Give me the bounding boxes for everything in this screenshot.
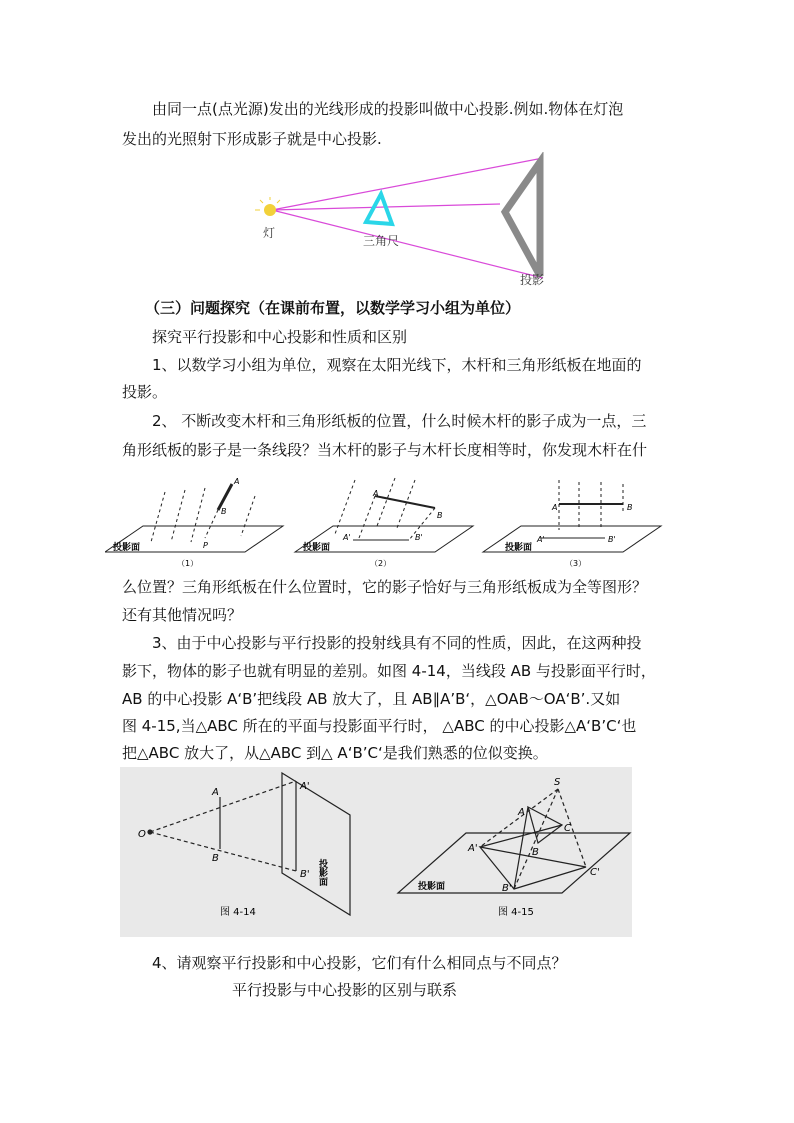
question-3-line-4: 图 4-15,当△ABC 所在的平面与投影面平行时， △ABC 的中心投影△A‘B’C‘也 (122, 717, 637, 735)
fig14-label-B2: B' (300, 869, 310, 880)
question-2-line-4: 还有其他情况吗？ (122, 606, 243, 624)
question-3-line-1: 3、由于中心投影与平行投影的投射线具有不同的性质，因此，在这两种投 (152, 634, 642, 652)
parallel-figure-1 (105, 484, 283, 552)
central-projection-figures (120, 767, 632, 937)
fig2-label-A2: A' (343, 533, 351, 542)
fig3-plane-label: 投影面 (505, 543, 533, 553)
fig15-label-S: S (554, 777, 561, 788)
fig15-label-A: A (518, 807, 525, 818)
fig1-label-B: B (221, 507, 227, 516)
triangle-ruler-shape (366, 194, 392, 224)
fig3-label-B: B (627, 503, 633, 512)
fig2-label-B: B (437, 511, 443, 520)
fig14-label-O: O (138, 829, 146, 840)
question-4-subtitle: 平行投影与中心投影的区别与联系 (232, 981, 458, 999)
question-4: 4、请观察平行投影和中心投影，它们有什么相同点与不同点？ (152, 954, 567, 972)
question-2-line-3: 么位置？三角形纸板在什么位置时，它的影子恰好与三角形纸板成为全等图形？ (122, 578, 648, 596)
fig14-label-B: B (212, 853, 219, 864)
fig2-label-A: A (373, 489, 379, 498)
fig15-label-B2: B' (502, 883, 512, 894)
fig15-label-C2: C' (590, 867, 600, 878)
fig15-label-C: C (564, 823, 571, 834)
shadow-triangle-shape (505, 162, 540, 276)
parallel-projection-figures (105, 474, 675, 570)
fig15-plane-label: 投影面 (418, 882, 446, 892)
shadow-label: 投影 (520, 273, 545, 287)
fig2-plane-label: 投影面 (303, 543, 331, 553)
question-3-line-2: 影下，物体的影子也就有明显的差别。如图 4-14，当线段 AB 与投影面平行时， (122, 662, 656, 680)
parallel-figure-3 (483, 480, 661, 552)
question-2-line-2: 角形纸板的影子是一条线段？当木杆的影子与木杆长度相等时，你发现木杆在什 (122, 441, 648, 459)
fig2-caption: （2） (370, 559, 392, 568)
fig2-label-B2: B' (415, 533, 423, 542)
fig3-caption: （3） (565, 559, 587, 568)
fig1-label-A: A (234, 477, 240, 486)
fig3-label-A2: A' (537, 535, 545, 544)
fig3-label-A: A (552, 503, 558, 512)
fig1-label-P: P (203, 541, 208, 550)
fig1-plane-label: 投影面 (113, 543, 141, 553)
fig3-label-B2: B' (608, 535, 616, 544)
question-2-line-1: 2、 不断改变木杆和三角形纸板的位置，什么时候木杆的影子成为一点，三 (152, 412, 647, 430)
caption-4-14: 图 4-14 (220, 907, 256, 918)
parallel-figure-2 (295, 478, 473, 552)
fig1-caption: （1） (177, 559, 199, 568)
intro-line-2: 发出的光照射下形成影子就是中心投影. (122, 130, 382, 148)
fig14-label-A2: A' (300, 781, 310, 792)
section-heading: （三）问题探究（在课前布置，以数学学习小组为单位） (145, 299, 521, 317)
fig14-plane-label: 投影面 (317, 859, 327, 886)
fig15-label-A2: A' (468, 843, 478, 854)
lamp-icon (255, 197, 280, 216)
central-projection-lamp-figure (255, 152, 555, 290)
section-subtitle: 探究平行投影和中心投影和性质和区别 (152, 328, 408, 346)
question-3-line-3: AB 的中心投影 A‘B’把线段 AB 放大了，且 AB∥A’B‘，△OAB～OA‘B’.又如 (122, 690, 621, 708)
question-3-line-5: 把△ABC 放大了，从△ABC 到△ A‘B’C‘是我们熟悉的位似变换。 (122, 744, 548, 762)
caption-4-15: 图 4-15 (498, 907, 534, 918)
fig15-label-B: B (532, 847, 539, 858)
question-1-line-1: 1、以数学习小组为单位，观察在太阳光线下，木杆和三角形纸板在地面的 (152, 356, 642, 374)
question-1-line-2: 投影。 (122, 383, 168, 401)
ruler-label: 三角尺 (363, 234, 400, 248)
fig14-label-A: A (212, 787, 219, 798)
intro-line-1: 由同一点(点光源)发出的光线形成的投影叫做中心投影.例如.物体在灯泡 (152, 100, 624, 118)
lamp-label: 灯 (263, 226, 276, 240)
